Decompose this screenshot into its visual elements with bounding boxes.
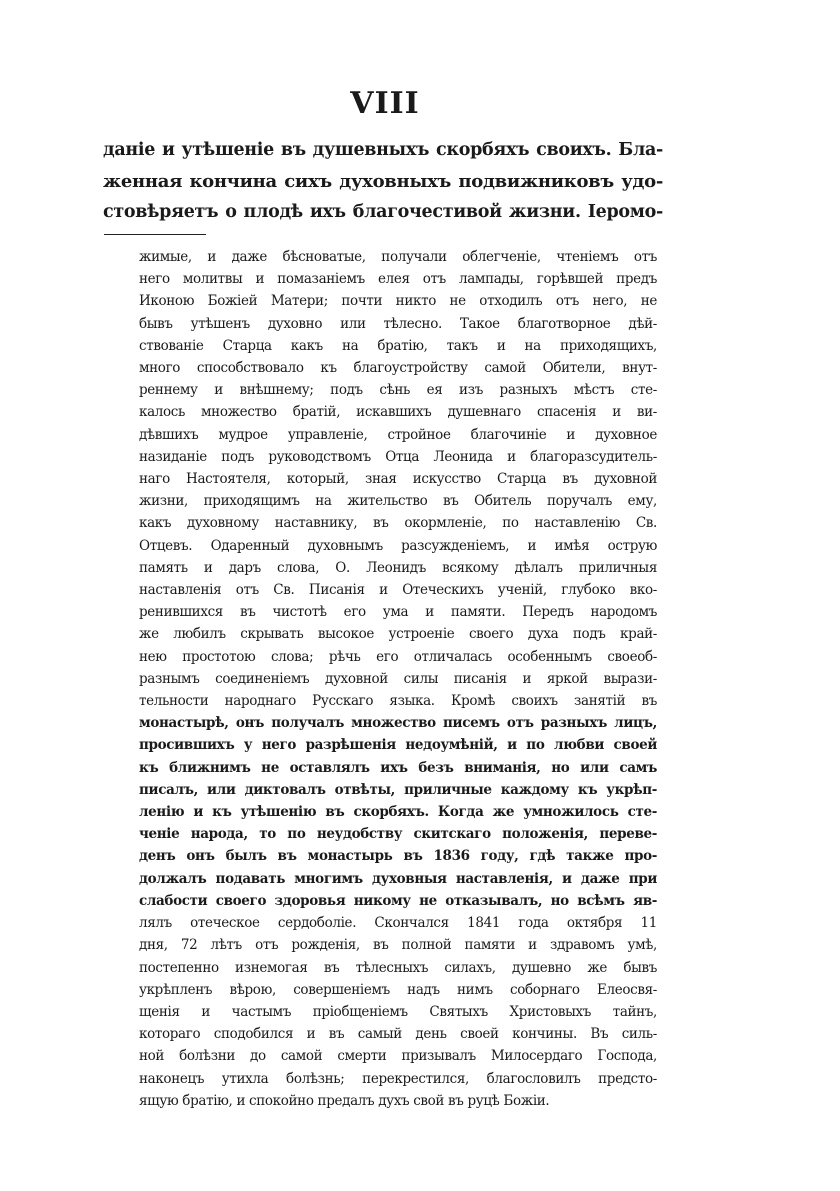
footnote-line: ченіе народа, то по неудобству скитскаго положенія, переве- — [139, 826, 657, 843]
footnote-line: калось множество братій, искавшихъ душевнаго спасенія и ви- — [139, 404, 657, 421]
footnote-line: денъ онъ былъ въ монастырь въ 1836 году, гдѣ также про- — [139, 848, 657, 865]
footnote-line: память и даръ слова, О. Леонидъ всякому дѣлалъ приличныя — [139, 559, 657, 576]
footnote-line: наконецъ утихла болѣзнь; перекрестился, благословилъ предсто- — [139, 1070, 657, 1087]
footnote-line: нею простотою слова; рѣчь его отличалась особеннымъ своеоб- — [139, 648, 657, 665]
footnote-line: постепенно изнемогая въ тѣлесныхъ силахъ, душевно же бывъ — [139, 959, 657, 976]
footnote-line: писалъ, или диктовалъ отвѣты, приличные каждому къ укрѣп- — [139, 781, 657, 798]
footnote — [139, 246, 657, 1112]
footnote-line: укрѣпленъ вѣрою, совершеніемъ надъ нимъ соборнаго Елеосвя- — [139, 981, 657, 998]
footnote-line: назиданіе подъ руководствомъ Отца Леонида и благоразсудитель- — [139, 448, 657, 465]
footnote-line: жимые, и даже бѣсноватые, получали облегченіе, чтеніемъ отъ — [139, 249, 657, 265]
main-text-line: женная кончина сихъ духовныхъ подвижниковъ удо- — [103, 171, 663, 192]
footnote-line: Иконою Божіей Матери; почти никто не отходилъ отъ него, не — [139, 293, 657, 310]
main-text-line: даніе и утѣшеніе въ душевныхъ скорбяхъ своихъ. Бла- — [103, 140, 663, 160]
footnote-line: лялъ отеческое сердоболіе. Скончался 1841 года октября 11 — [139, 915, 657, 932]
footnote-line: монастырѣ, онъ получалъ множество писемъ отъ разныхъ лицъ, — [139, 715, 657, 732]
footnote-line: много способствовало къ благоустройству самой Обители, внут- — [139, 360, 657, 377]
footnote-line: Отцевъ. Одаренный духовнымъ разсужденіемъ, и имѣя острую — [139, 537, 657, 554]
page-number: VIII — [350, 86, 420, 121]
footnote-line: къ ближнимъ не оставлялъ ихъ безъ вниманія, но или самъ — [139, 759, 657, 776]
footnote-line: должалъ подавать многимъ духовныя наставленія, и даже при — [139, 870, 657, 887]
footnote-line: ной болѣзни до самой смерти призывалъ Милосердаго Господа, — [139, 1048, 657, 1065]
footnote-line: наставленія отъ Св. Писанія и Отеческихъ ученій, глубоко вко- — [139, 582, 657, 599]
footnote-line: наго Настоятеля, который, зная искусство Старца въ духовной — [139, 471, 657, 488]
main-text — [103, 135, 663, 228]
footnote-line: жизни, приходящимъ на жительство въ Обитель поручалъ ему, — [139, 493, 657, 510]
footnote-line: же любилъ скрывать высокое устроеніе своего духа подъ край- — [139, 626, 657, 643]
main-text-line: стовѣряетъ о плодѣ ихъ благочестивой жизни. Іеромо- — [103, 202, 663, 222]
footnote-line: реннему и внѣшнему; подъ сѣнь ея изъ разныхъ мѣстъ сте- — [139, 382, 657, 399]
footnote-line: ящую братію, и спокойно предалъ духъ свой въ руцѣ Божіи. — [139, 1092, 550, 1109]
footnote-line: ленію и къ утѣшенію въ скорбяхъ. Когда же умножилось сте- — [139, 804, 657, 821]
footnote-line: ствованіе Старца какъ на братію, такъ и на приходящихъ, — [139, 337, 657, 354]
footnote-line: просившихъ у него разрѣшенія недоумѣній, и по любви своей — [139, 737, 657, 754]
footnote-line: ренившихся въ чистотѣ его ума и памяти. Передъ народомъ — [139, 604, 657, 621]
footnote-line: щенія и частымъ пріобщеніемъ Святыхъ Христовыхъ тайнъ, — [139, 1003, 657, 1020]
footnote-separator — [104, 234, 206, 235]
footnote-line: него молитвы и помазаніемъ елея отъ лампады, горѣвшей предъ — [139, 271, 657, 288]
footnote-line: тельности народнаго Русскаго языка. Кромѣ своихъ занятій въ — [139, 693, 657, 710]
footnote-line: бывъ утѣшенъ духовно или тѣлесно. Такое благотворное дѣй- — [139, 315, 657, 332]
footnote-line: дня, 72 лѣтъ отъ рожденія, въ полной памяти и здравомъ умѣ, — [139, 937, 657, 954]
footnote-line: какъ духовному наставнику, въ окормленіе, по наставленію Св. — [139, 515, 657, 532]
footnote-line: котораго сподобился и въ самый день своей кончины. Въ силь- — [139, 1026, 657, 1043]
footnote-line: разнымъ соединеніемъ духовной силы писанія и яркой вырази- — [139, 670, 657, 687]
footnote-line: слабости своего здоровья никому не отказывалъ, но всѣмъ яв- — [139, 892, 657, 909]
footnote-line: дѣвшихъ мудрое управленіе, стройное благочиніе и духовное — [139, 426, 657, 443]
